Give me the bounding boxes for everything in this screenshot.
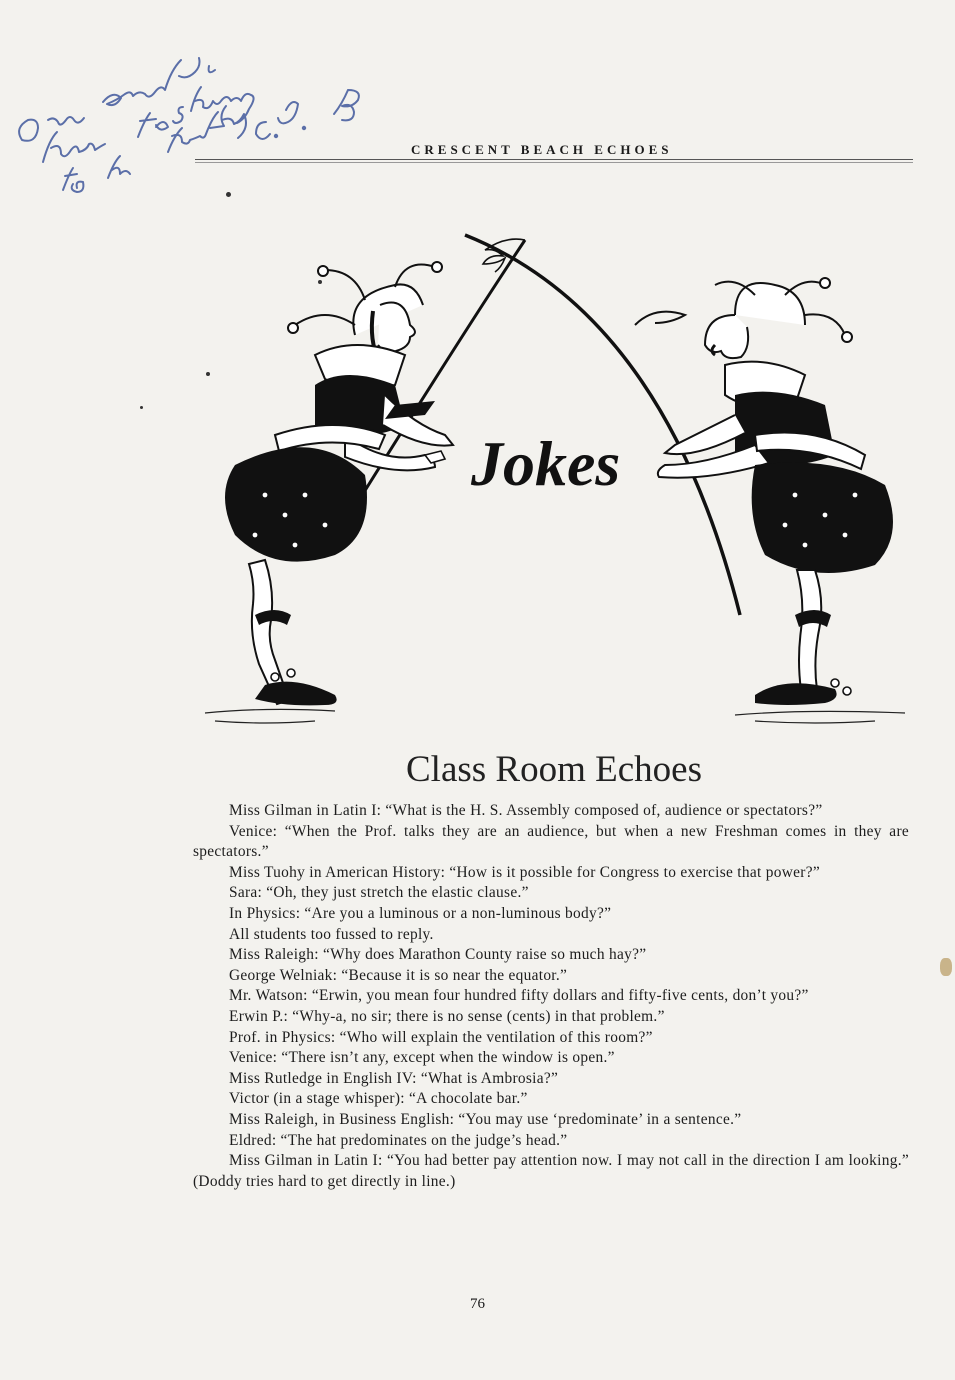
jokes-illustration [195, 215, 915, 745]
paragraph: Miss Rutledge in English IV: “What is Ambrosia?” [229, 1069, 559, 1087]
left-jester-figure [225, 262, 453, 705]
jokes-body [193, 801, 909, 1192]
paper-stain [940, 958, 952, 976]
paragraph: Sara: “Oh, they just stretch the elastic clause.” [229, 884, 529, 902]
paragraph: Prof. in Physics: “Who will explain the ventilation of this room?” [229, 1028, 653, 1046]
paragraph: Mr. Watson: “Erwin, you mean four hundred fifty dollars and fifty-five cents, don’t you?” [229, 987, 809, 1005]
right-jester-figure [658, 278, 893, 705]
paragraph: Miss Gilman in Latin I: “You had better pay attention now. I may not call in the direction I am looking.” (Doddy tries hard to get directly in line.) [193, 1152, 909, 1190]
ink-speck [318, 280, 322, 284]
paragraph: Miss Raleigh: “Why does Marathon County raise so much hay?” [229, 946, 647, 964]
running-head-rule-lower [195, 162, 913, 163]
ink-speck [140, 406, 143, 409]
ink-speck [226, 192, 231, 197]
paragraph: In Physics: “Are you a luminous or a non-luminous body?” [229, 904, 612, 922]
handwritten-inscription [8, 2, 408, 222]
ink-speck [206, 372, 210, 376]
paragraph: Victor (in a stage whisper): “A chocolate bar.” [229, 1090, 528, 1108]
paragraph: Erwin P.: “Why-a, no sir; there is no sense (cents) in that problem.” [229, 1007, 665, 1025]
running-head [195, 140, 913, 166]
paragraph: Miss Raleigh, in Business English: “You may use ‘predominate’ in a sentence.” [229, 1110, 742, 1128]
paragraph: Venice: “When the Prof. talks they are an audience, but when a new Freshman comes in they are spectators.” [193, 822, 909, 861]
paragraph: George Welniak: “Because it is so near the equator.” [229, 966, 568, 984]
paragraph: Venice: “There isn’t any, except when the window is open.” [229, 1049, 615, 1067]
jokes-title: Jokes [471, 428, 621, 499]
handwriting-image [8, 2, 408, 222]
paragraph: Miss Gilman in Latin I: “What is the H. S. Assembly composed of, audience or spectators?” [229, 802, 823, 819]
paragraph: All students too fussed to reply. [229, 925, 434, 943]
paragraph: Eldred: “The hat predominates on the judge’s head.” [229, 1131, 568, 1149]
jesters-drawing [195, 215, 915, 745]
page-number: 76 [470, 1296, 485, 1312]
section-title: Class Room Echoes [406, 749, 702, 790]
running-head-title: CRESCENT BEACH ECHOES [405, 142, 678, 158]
paragraph: Miss Tuohy in American History: “How is it possible for Congress to exercise that power?” [229, 863, 820, 881]
running-head-rule [195, 159, 913, 160]
